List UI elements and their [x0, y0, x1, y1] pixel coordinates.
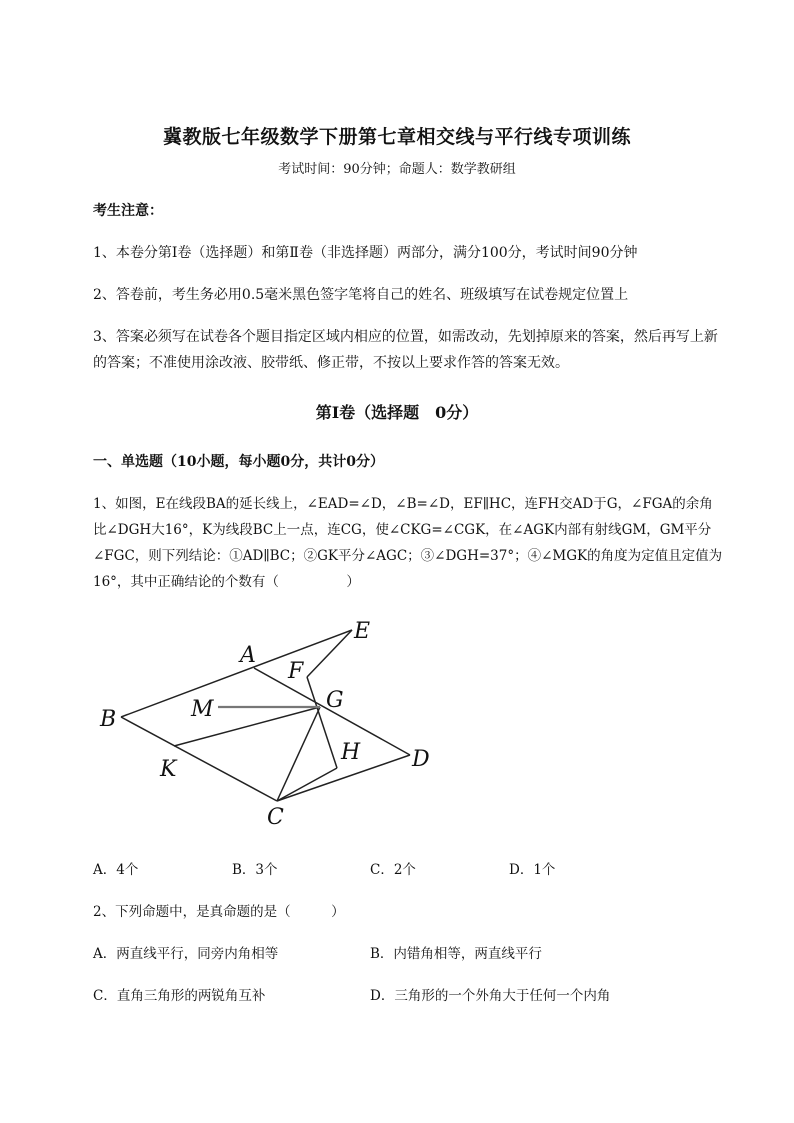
- notice-item-2: 2、答卷前，考生务必用0.5毫米黑色签字笔将自己的姓名、班级填写在试卷规定位置上: [93, 287, 629, 303]
- part-title: 一、单选题（10小题，每小题0分，共计0分）: [93, 454, 384, 470]
- document-title: 冀教版七年级数学下册第七章相交线与平行线专项训练: [162, 126, 631, 148]
- q2-option-d[interactable]: D．三角形的一个外角大于任何一个内角: [370, 988, 611, 1004]
- label-M: M: [191, 697, 214, 722]
- q1-option-d[interactable]: D．1个: [509, 862, 556, 878]
- label-D: D: [412, 747, 430, 772]
- label-E: E: [354, 619, 371, 644]
- notice-item-3: 3、答案必须写在试卷各个题目指定区域内相应的位置，如需改动，先划掉原来的答案，然后再写上新: [93, 329, 718, 345]
- q2-option-a[interactable]: A．两直线平行，同旁内角相等: [93, 946, 279, 962]
- label-A: A: [240, 643, 256, 668]
- q2-stem: 2、下列命题中，是真命题的是（ ）: [93, 904, 345, 920]
- geometry-figure: [90, 610, 450, 835]
- section-title: 第I卷（选择题 0分）: [315, 403, 479, 422]
- label-H: H: [341, 740, 361, 765]
- q2-option-b[interactable]: B．内错角相等，两直线平行: [370, 946, 542, 962]
- q1-line-4: 16°，其中正确结论的个数有（ ）: [93, 574, 360, 590]
- segment-GC: [277, 707, 320, 801]
- label-K: K: [160, 757, 177, 782]
- segment-FE: [307, 630, 352, 677]
- q2-option-c[interactable]: C．直角三角形的两锐角互补: [93, 988, 266, 1004]
- label-F: F: [288, 659, 304, 684]
- q1-line-3: ∠FGC，则下列结论：①AD∥BC；②GK平分∠AGC；③∠DGH=37°；④∠MGK的角度为定值且定值为: [93, 548, 723, 564]
- label-B: B: [100, 707, 117, 732]
- q1-line-2: 比∠DGH大16°，K为线段BC上一点，连CG，使∠CKG=∠CGK，在∠AGK内部有射线GM，GM平分: [93, 522, 712, 538]
- exam-info: 考试时间：90分钟；命题人：数学教研组: [278, 162, 516, 177]
- notice-item-3-continued: 的答案；不准使用涂改液、胶带纸、修正带，不按以上要求作答的答案无效。: [93, 355, 569, 371]
- segment-BC: [121, 717, 277, 801]
- segment-HC: [277, 768, 337, 801]
- q1-option-c[interactable]: C．2个: [370, 862, 416, 878]
- notice-heading: 考生注意：: [93, 203, 163, 219]
- label-C: C: [267, 805, 284, 830]
- q1-line-1: 1、如图，E在线段BA的延长线上，∠EAD=∠D，∠B=∠D，EF∥HC，连FH交AD于G，∠FGA的余角: [93, 496, 713, 512]
- notice-item-1: 1、本卷分第I卷（选择题）和第Ⅱ卷（非选择题）两部分，满分100分，考试时间90分钟: [93, 245, 638, 261]
- q1-option-a[interactable]: A．4个: [93, 862, 139, 878]
- label-G: G: [326, 688, 344, 713]
- q1-option-b[interactable]: B．3个: [232, 862, 278, 878]
